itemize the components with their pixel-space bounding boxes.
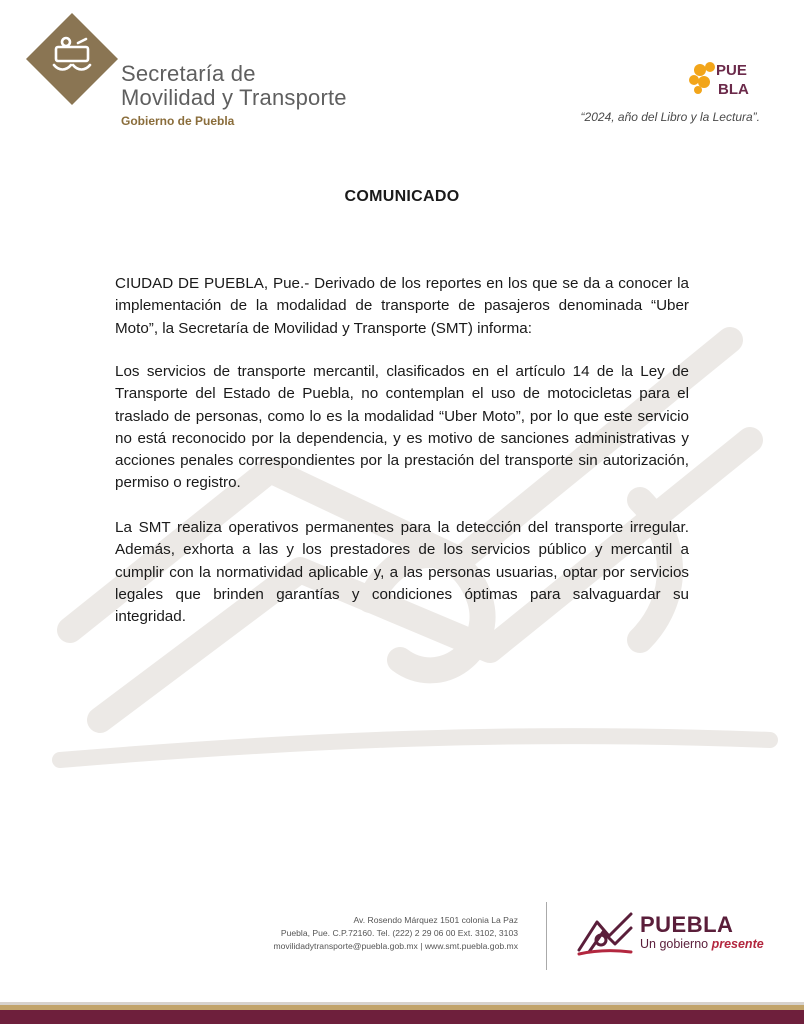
address-line-street: Av. Rosendo Márquez 1501 colonia La Paz bbox=[353, 915, 518, 925]
puebla-logo-text-bottom: BLA bbox=[718, 81, 749, 98]
paragraph-operations: La SMT realiza operativos permanentes para la detección del transporte irregular. Además, exhorta a las y los prestadores de los servicios público y mercantil a cumplir con la normatividad aplicable y, a las personas usuarias, optar por servicios legales que brinden garantías y condiciones óptimas para salvaguardar su integridad. bbox=[115, 519, 689, 625]
footer-brand bbox=[640, 913, 764, 951]
org-name-line2: Movilidad y Transporte bbox=[121, 85, 347, 110]
document-title: COMUNICADO bbox=[344, 188, 460, 205]
tagline-prefix: Un gobierno bbox=[640, 937, 712, 951]
footer-brand-name: PUEBLA bbox=[640, 912, 734, 937]
org-government: Gobierno de Puebla bbox=[121, 114, 235, 128]
footer-color-band bbox=[0, 998, 804, 1024]
puebla-logo-text-top: PUE bbox=[716, 62, 747, 79]
address-line-web: movilidadytransporte@puebla.gob.mx | www.smt.puebla.gob.mx bbox=[273, 941, 518, 951]
puebla-2024-logo-icon bbox=[688, 58, 758, 100]
smt-logo-icon bbox=[26, 13, 118, 105]
year-slogan: “2024, año del Libro y la Lectura”. bbox=[580, 110, 760, 124]
band-maroon bbox=[0, 1010, 804, 1024]
footer-address bbox=[273, 914, 518, 953]
tagline-emphasis: presente bbox=[711, 937, 764, 951]
address-line-phone: Puebla, Pue. C.P.72160. Tel. (222) 2 29 06 00 Ext. 3102, 3103 bbox=[280, 928, 518, 938]
paragraph-regulation: Los servicios de transporte mercantil, clasificados en el artículo 14 de la Ley de Transporte del Estado de Puebla, no contemplan el uso de motocicletas para el traslado de personas, como lo es la modalidad “Uber Moto”, por lo que este servicio no está reconocido por la dependencia, y es motivo de sanciones administrativas y acciones penales correspondientes por la prestación del transporte sin autorización, permiso o registro. bbox=[115, 363, 689, 492]
footer-divider bbox=[546, 902, 547, 970]
footer-tagline bbox=[640, 937, 764, 951]
org-name bbox=[121, 62, 347, 110]
org-name-line1: Secretaría de bbox=[121, 61, 256, 86]
puebla-government-emblem-icon bbox=[575, 910, 635, 956]
paragraph-intro: CIUDAD DE PUEBLA, Pue.- Derivado de los reportes en los que se da a conocer la implementación de la modalidad de transporte de pasajeros denominada “Uber Moto”, la Secretaría de Movilidad y Transporte (SMT) informa: bbox=[115, 275, 689, 337]
